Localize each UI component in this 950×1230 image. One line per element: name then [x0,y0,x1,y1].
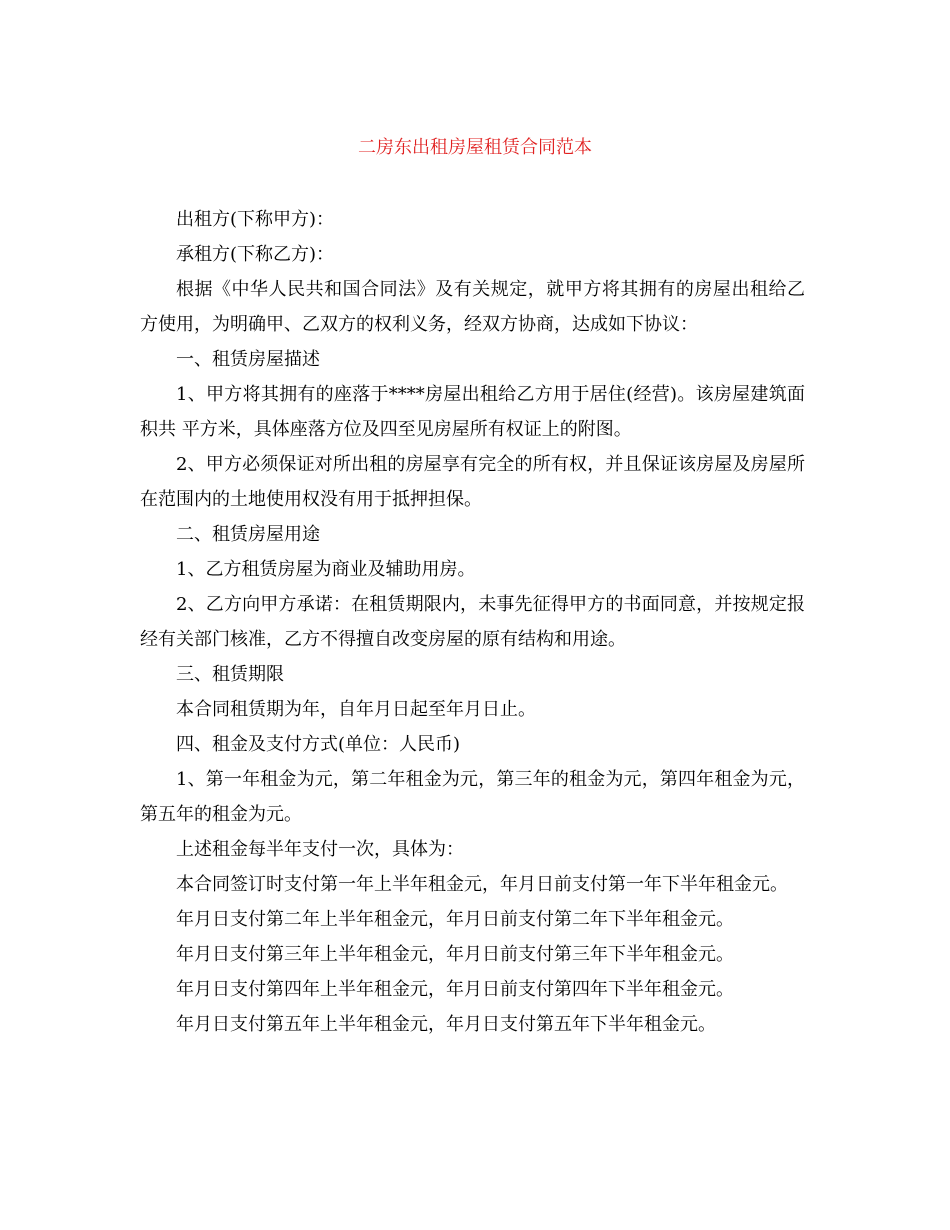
paragraph-lessor: 出租方(下称甲方)： [176,209,335,230]
paragraph-4-2: 上述租金每半年支付一次，具体为： [176,839,464,860]
payment-line-1: 本合同签订时支付第一年上半年租金元，年月日前支付第一年下半年租金元。 [176,874,788,895]
section-heading-3: 三、租赁期限 [176,664,284,685]
paragraph-4-1: 1、第一年租金为元，第二年租金为元，第三年的租金为元，第四年租金为元，第五年的租金为元。 [140,769,805,825]
payment-line-3: 年月日支付第三年上半年租金元，年月日前支付第三年下半年租金元。 [176,944,734,965]
section-heading-2: 二、租赁房屋用途 [176,524,320,545]
payment-line-2: 年月日支付第二年上半年租金元，年月日前支付第二年下半年租金元。 [176,909,734,930]
paragraph-lessee: 承租方(下称乙方)： [176,244,335,265]
paragraph-3-1: 本合同租赁期为年，自年月日起至年月日止。 [176,699,536,720]
document-title: 二房东出租房屋租赁合同范本 [358,137,592,158]
paragraph-2-1: 1、乙方租赁房屋为商业及辅助用房。 [176,559,476,580]
document-body [140,202,805,1042]
paragraph-1-2: 2、甲方必须保证对所出租的房屋享有完全的所有权，并且保证该房屋及房屋所在范围内的土地使用权没有用于抵押担保。 [140,454,805,510]
section-heading-1: 一、租赁房屋描述 [176,349,320,370]
section-heading-4: 四、租金及支付方式(单位：人民币) [176,734,461,755]
payment-line-4: 年月日支付第四年上半年租金元，年月日前支付第四年下半年租金元。 [176,979,734,1000]
paragraph-preamble: 根据《中华人民共和国合同法》及有关规定，就甲方将其拥有的房屋出租给乙方使用，为明确甲、乙双方的权利义务，经双方协商，达成如下协议： [140,279,805,335]
paragraph-2-2: 2、乙方向甲方承诺：在租赁期限内，未事先征得甲方的书面同意，并按规定报经有关部门核准，乙方不得擅自改变房屋的原有结构和用途。 [140,594,805,650]
payment-line-5: 年月日支付第五年上半年租金元，年月日支付第五年下半年租金元。 [176,1014,716,1035]
paragraph-1-1: 1、甲方将其拥有的座落于****房屋出租给乙方用于居住(经营)。该房屋建筑面积共 平方米，具体座落方位及四至见房屋所有权证上的附图。 [140,384,805,440]
